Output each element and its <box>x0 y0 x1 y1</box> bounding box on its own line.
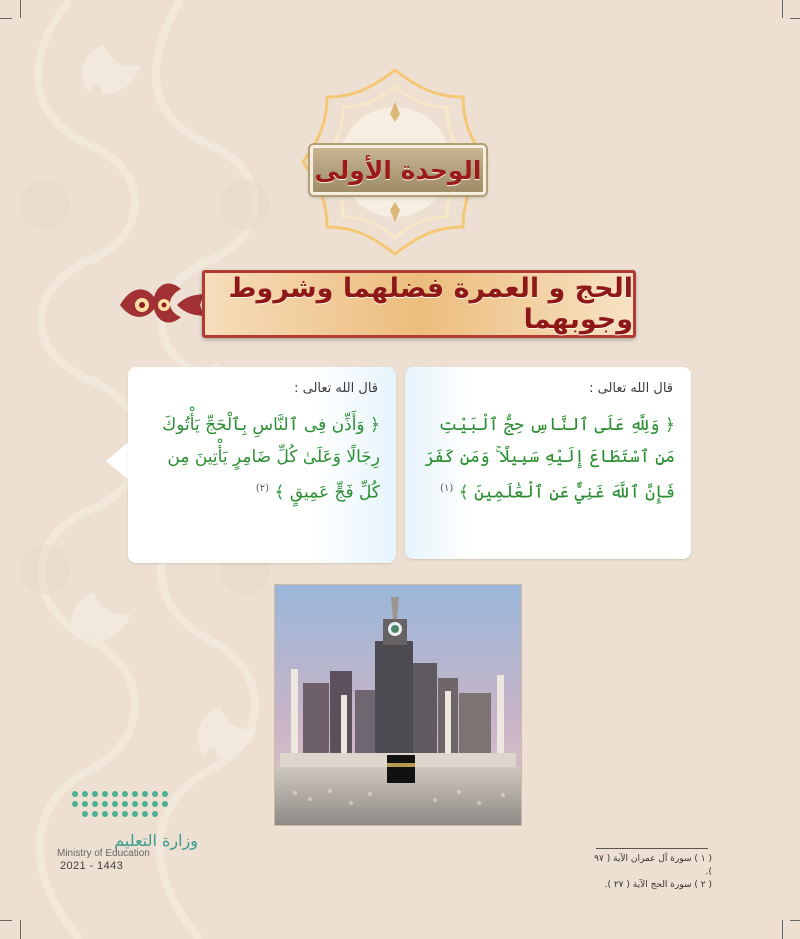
unit-title: الوحدة الأولى <box>314 155 482 185</box>
lesson-title-banner <box>202 270 636 338</box>
ministry-english-name: Ministry of Education <box>57 848 150 859</box>
verse-intro: قال الله تعالى : <box>294 381 378 396</box>
footnote-divider <box>596 848 708 849</box>
unit-title-plate <box>310 145 486 195</box>
crop-mark <box>782 920 783 939</box>
quran-verse-text <box>142 409 380 509</box>
crop-mark <box>790 18 800 19</box>
crop-mark <box>782 0 783 18</box>
footnote-reference: (١) <box>440 483 454 494</box>
lesson-title: الحج و العمرة فضلهما وشروط وجوبهما <box>228 273 633 335</box>
ministry-arabic-name: وزارة التعليم <box>114 831 198 850</box>
footnotes <box>586 853 712 892</box>
footnote-reference: (٢) <box>255 483 270 494</box>
speech-pointer <box>106 441 130 481</box>
verse-text: ﴿ وَلِلَّهِ عَلَى ٱلنَّاسِ حِجُّ ٱلْبَيْتِ مَنِ ٱسْتَطَاعَ إِلَيْهِ سَبِيلًا ۚ وَمَن كَفَرَ فَإِنَّ ٱللَّهَ غَنِيٌّ عَنِ ٱلْعَٰلَمِينَ ﴾ <box>424 415 675 503</box>
footnote-item: ( ١ ) سورة آل عمران الآية ( ٩٧ ). <box>594 854 712 877</box>
arabesque-arrow-ornament <box>112 279 208 331</box>
footnote-item: ( ٢ ) سورة الحج الآية ( ٢٧ ). <box>604 880 712 890</box>
verse-text: ﴿ وَأَذِّن فِى ٱلنَّاسِ بِٱلْحَجِّ يَأْتُوكَ رِجَالًا وَعَلَىٰ كُلِّ ضَامِرٍ يَأْتِينَ مِن كُلِّ فَجٍّ عَمِيقٍ ﴾ <box>162 415 380 503</box>
edition-year: 2021 - 1443 <box>60 860 124 872</box>
crop-mark <box>790 920 800 921</box>
verse-card-hajj-obligation <box>405 367 691 559</box>
kaaba-clock-tower-photo <box>274 584 522 826</box>
verse-intro: قال الله تعالى : <box>589 381 673 396</box>
verse-card-hajj-announcement <box>128 367 396 563</box>
quran-verse-text <box>419 409 675 509</box>
